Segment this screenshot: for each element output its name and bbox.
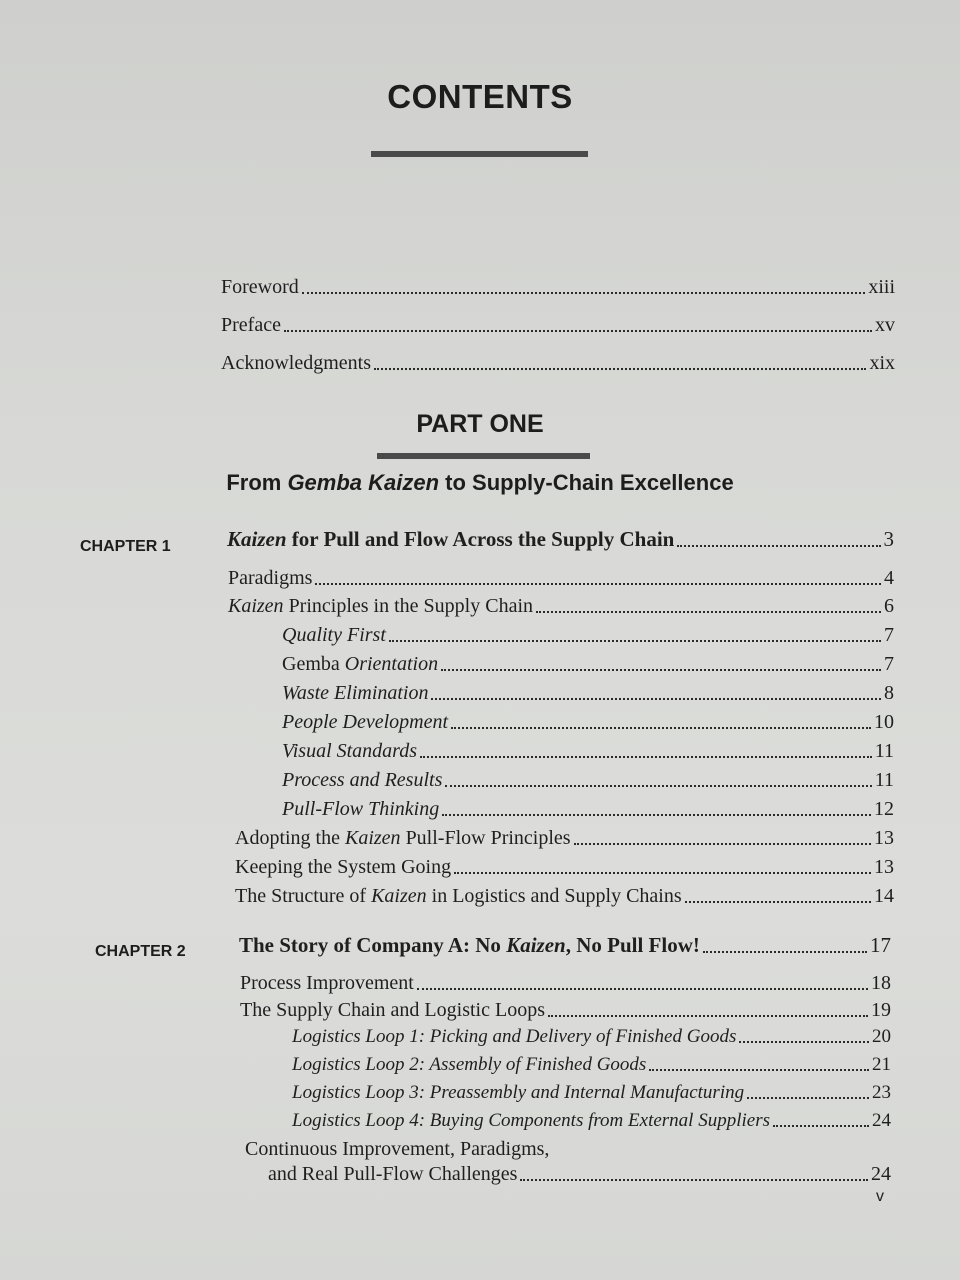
entry-label: Acknowledgments <box>221 352 371 374</box>
toc-entry[interactable] <box>292 1054 891 1076</box>
part-heading: PART ONE <box>416 410 544 438</box>
chapter-title-text <box>227 527 674 552</box>
entry-page: 11 <box>874 769 894 791</box>
entry-label: Logistics Loop 2: Assembly of Finished Goods <box>292 1054 647 1075</box>
dot-leader <box>677 544 880 547</box>
chapter-1-label: CHAPTER 1 <box>80 538 171 555</box>
dot-leader <box>649 1068 869 1071</box>
dot-leader <box>302 291 866 294</box>
toc-entry[interactable] <box>282 798 894 821</box>
entry-page: 23 <box>872 1082 891 1103</box>
label-text: The Structure of <box>235 885 372 907</box>
entry-page: 19 <box>871 999 891 1021</box>
entry-label: Logistics Loop 1: Picking and Delivery of Finished Goods <box>292 1026 737 1047</box>
page-number: v <box>876 1188 884 1205</box>
entry-page: 10 <box>874 711 894 733</box>
entry-page: 4 <box>884 567 894 589</box>
label-text: Adopting the <box>235 827 345 849</box>
title-italic: Kaizen <box>506 933 566 957</box>
dot-leader <box>454 871 871 874</box>
toc-entry[interactable] <box>228 567 894 590</box>
dot-leader <box>284 329 872 332</box>
dot-leader <box>389 639 881 642</box>
toc-entry[interactable] <box>235 885 894 908</box>
toc-entry[interactable] <box>282 624 894 647</box>
entry-page: 6 <box>884 595 894 617</box>
title-text: The Story of Company A: No <box>239 933 507 957</box>
entry-label: Quality First <box>282 624 386 646</box>
toc-entry[interactable] <box>235 827 894 850</box>
dot-leader <box>520 1178 868 1181</box>
entry-label: Preface <box>221 314 281 336</box>
part-subtitle <box>0 470 960 496</box>
entry-page: 14 <box>874 885 894 907</box>
dot-leader <box>441 668 881 671</box>
label-italic: Orientation <box>344 653 439 675</box>
title-text: for Pull and Flow Across the Supply Chain <box>286 527 675 551</box>
entry-label: Pull-Flow Thinking <box>282 798 440 820</box>
entry-label <box>235 827 571 850</box>
dot-leader <box>773 1124 869 1127</box>
toc-entry-acknowledgments[interactable] <box>221 352 895 375</box>
dot-leader <box>747 1096 869 1099</box>
toc-entry[interactable] <box>235 856 894 879</box>
entry-label: People Development <box>282 711 449 733</box>
entry-page: 11 <box>874 740 894 762</box>
entry-label: The Supply Chain and Logistic Loops <box>240 999 545 1021</box>
title-text: , No Pull Flow! <box>565 933 700 957</box>
toc-entry-preface[interactable] <box>221 314 895 337</box>
toc-entry[interactable] <box>282 740 894 763</box>
entry-label: Foreword <box>221 276 299 298</box>
entry-label <box>228 595 533 618</box>
dot-leader <box>431 697 881 700</box>
dot-leader <box>451 726 871 729</box>
entry-page: 13 <box>874 827 894 849</box>
label-text: Principles in the Supply Chain <box>283 595 533 617</box>
toc-entry[interactable] <box>228 595 894 618</box>
label-italic: Kaizen <box>371 885 427 907</box>
entry-label: and Real Pull-Flow Challenges <box>268 1163 518 1185</box>
entry-page: 12 <box>874 798 894 820</box>
entry-label <box>235 885 682 908</box>
subtitle-text: to Supply-Chain Excellence <box>439 470 734 495</box>
label-italic: Kaizen <box>345 827 401 849</box>
toc-entry[interactable] <box>282 711 894 734</box>
subtitle-italic: Gemba Kaizen <box>287 470 440 495</box>
label-text: Pull-Flow Principles <box>400 827 571 849</box>
dot-leader <box>420 755 872 758</box>
page-title: CONTENTS <box>387 78 573 115</box>
dot-leader <box>574 842 871 845</box>
dot-leader <box>548 1014 868 1017</box>
entry-label: Logistics Loop 4: Buying Components from External Suppliers <box>292 1110 770 1131</box>
dot-leader <box>536 610 881 613</box>
entry-page: 13 <box>874 856 894 878</box>
toc-entry[interactable] <box>282 653 894 676</box>
toc-entry[interactable] <box>282 769 894 792</box>
dot-leader <box>315 582 881 585</box>
entry-label: Waste Elimination <box>282 682 429 704</box>
toc-entry[interactable] <box>292 1082 891 1104</box>
entry-page: 17 <box>870 933 891 957</box>
entry-page: 24 <box>871 1163 891 1185</box>
entry-label: Process Improvement <box>240 972 414 994</box>
chapter-2-title[interactable] <box>239 933 891 958</box>
entry-label: Logistics Loop 3: Preassembly and Internal Manufacturing <box>292 1082 745 1103</box>
entry-page: 21 <box>872 1054 891 1075</box>
entry-label: Visual Standards <box>282 740 418 762</box>
entry-label: Continuous Improvement, Paradigms, <box>245 1138 550 1160</box>
entry-page: 8 <box>884 682 894 704</box>
label-text: Gemba <box>282 653 345 675</box>
part-rule <box>377 453 590 459</box>
title-italic: Kaizen <box>227 527 287 551</box>
dot-leader <box>442 813 871 816</box>
entry-label: Paradigms <box>228 567 313 589</box>
entry-label <box>282 653 438 676</box>
title-rule <box>371 151 588 157</box>
dot-leader <box>685 900 871 903</box>
toc-entry[interactable] <box>292 1110 891 1132</box>
entry-label: Process and Results <box>282 769 443 791</box>
entry-page: 3 <box>883 527 894 551</box>
toc-entry-foreword[interactable] <box>221 276 895 299</box>
dot-leader <box>374 367 866 370</box>
entry-page: 7 <box>884 624 894 646</box>
entry-page: xv <box>875 314 895 336</box>
subtitle-text: From <box>226 470 288 495</box>
dot-leader <box>417 987 868 990</box>
entry-page: xix <box>869 352 895 374</box>
entry-page: 18 <box>871 972 891 994</box>
chapter-1-title[interactable] <box>227 527 894 552</box>
entry-page: 20 <box>872 1026 891 1047</box>
entry-page: 24 <box>872 1110 891 1131</box>
dot-leader <box>739 1040 869 1043</box>
entry-page: 7 <box>884 653 894 675</box>
entry-page: xiii <box>868 276 895 298</box>
label-italic: Kaizen <box>228 595 284 617</box>
toc-entry[interactable] <box>268 1163 891 1186</box>
toc-entry[interactable] <box>240 999 891 1022</box>
label-text: in Logistics and Supply Chains <box>426 885 682 907</box>
chapter-title-text <box>239 933 700 958</box>
toc-entry[interactable] <box>240 972 891 995</box>
toc-entry[interactable] <box>282 682 894 705</box>
dot-leader <box>445 784 871 787</box>
chapter-2-label: CHAPTER 2 <box>95 943 186 960</box>
entry-label: Keeping the System Going <box>235 856 452 878</box>
toc-entry[interactable] <box>292 1026 891 1048</box>
dot-leader <box>703 950 867 953</box>
toc-entry-continued-label <box>245 1138 891 1161</box>
